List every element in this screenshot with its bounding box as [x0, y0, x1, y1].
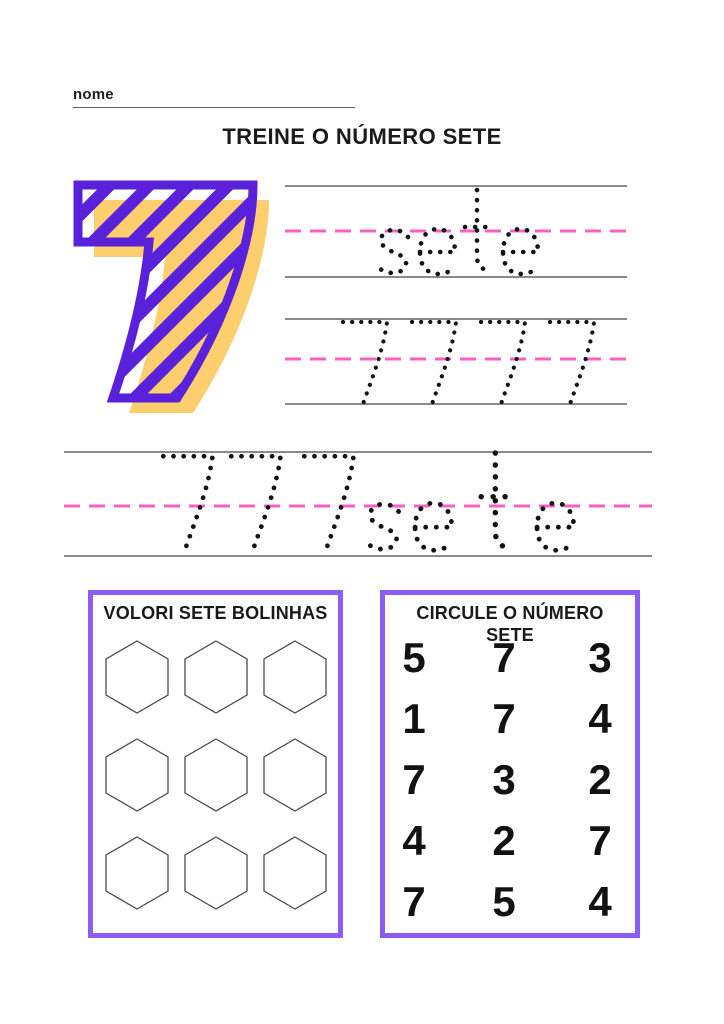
color-box-title: VOLORI SETE BOLINHAS [103, 603, 328, 623]
hexagon-outline[interactable] [105, 836, 169, 910]
hexagon-outline[interactable] [263, 640, 327, 714]
number-cell[interactable]: 2 [588, 755, 612, 803]
color-box [88, 590, 343, 938]
number-cell[interactable]: 5 [402, 633, 426, 681]
number-cell[interactable]: 7 [402, 755, 426, 803]
number-cell[interactable]: 5 [492, 877, 516, 925]
hexagon-outline[interactable] [263, 738, 327, 812]
worksheet-title: TREINE O NÚMERO SETE [222, 124, 502, 149]
hexagon-outline[interactable] [184, 640, 248, 714]
tracing-area [0, 170, 724, 570]
number-cell[interactable]: 7 [492, 694, 516, 742]
hexagon-grid [93, 640, 338, 910]
number-cell[interactable]: 2 [492, 816, 516, 864]
trace-line-3[interactable] [64, 452, 652, 556]
number-cell[interactable]: 4 [588, 694, 612, 742]
name-label: nome [73, 86, 114, 103]
number-cell[interactable]: 7 [402, 877, 426, 925]
hexagon-outline[interactable] [105, 738, 169, 812]
trace-line-1[interactable] [285, 186, 627, 277]
number-grid [385, 627, 635, 932]
number-cell[interactable]: 4 [402, 816, 426, 864]
dotted-digits-777-sete [163, 453, 574, 550]
hexagon-outline[interactable] [184, 738, 248, 812]
circle-box-title: CIRCULE O NÚMERO SETE [416, 603, 604, 645]
hexagon-outline[interactable] [184, 836, 248, 910]
number-cell[interactable]: 7 [492, 633, 516, 681]
number-cell[interactable]: 3 [492, 755, 516, 803]
hexagon-outline[interactable] [263, 836, 327, 910]
big-seven [78, 185, 269, 413]
hexagon-outline[interactable] [105, 640, 169, 714]
big-seven-figure [78, 185, 253, 398]
number-cell[interactable]: 7 [588, 816, 612, 864]
circle-box [380, 590, 640, 938]
trace-line-2[interactable] [285, 319, 627, 404]
number-cell[interactable]: 4 [588, 877, 612, 925]
name-write-line[interactable] [73, 107, 355, 108]
number-cell[interactable]: 1 [402, 694, 426, 742]
number-cell[interactable]: 3 [588, 633, 612, 681]
dotted-digits-7777 [343, 322, 594, 404]
